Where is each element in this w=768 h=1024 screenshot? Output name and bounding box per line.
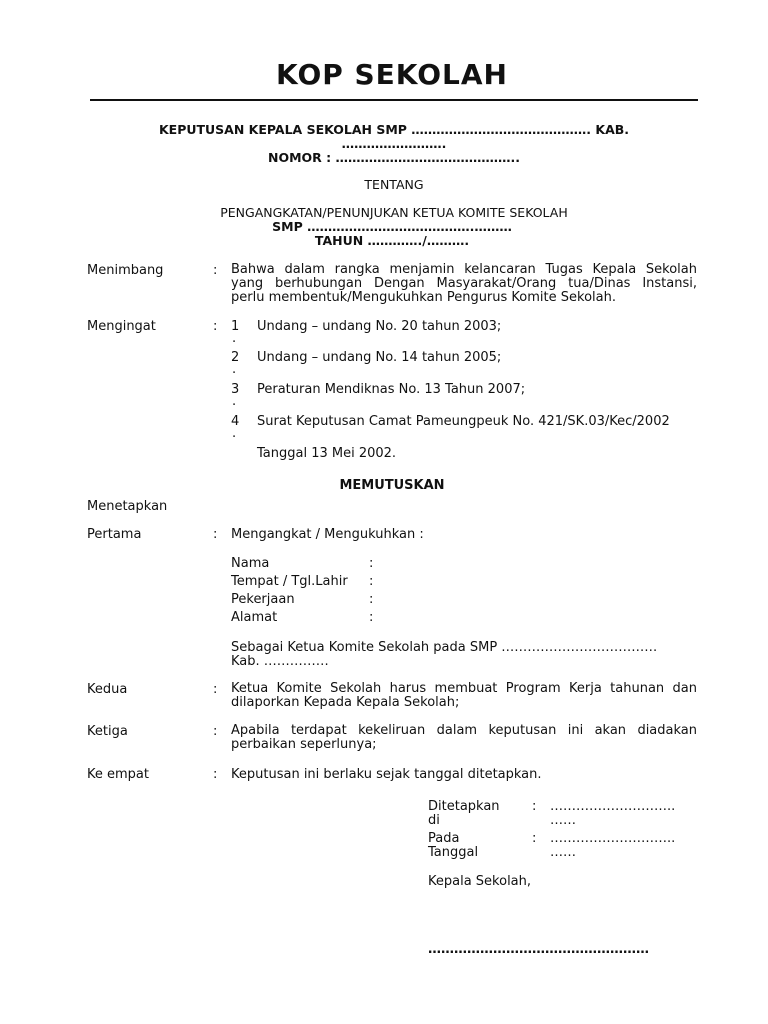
kedua-line: Ketua Komite Sekolah harus membuat Program Kerja tahunan dan [231, 681, 697, 696]
ketiga-line: Apabila terdapat kekeliruan dalam keputusan ini akan diadakan [231, 723, 697, 738]
keempat-label: Ke empat [87, 767, 149, 782]
ketiga-label: Ketiga [87, 724, 128, 739]
field-colon: : [369, 610, 374, 625]
field-colon: : [369, 556, 374, 571]
menimbang-line: yang berhubungan Dengan Masyarakat/Orang tua/Dinas Instansi, [231, 276, 697, 291]
signature-date-value: ……………………….. [550, 831, 676, 846]
field-colon: : [369, 592, 374, 607]
mengingat-item-number: 1 [231, 319, 240, 334]
signature-date-label: Pada [428, 831, 460, 846]
subject-line-1: PENGANGKATAN/PENUNJUKAN KETUA KOMITE SEKOLAH [220, 205, 568, 220]
about-heading: TENTANG [364, 177, 424, 192]
field-label-tempat-tgl-lahir: Tempat / Tgl.Lahir [231, 574, 348, 589]
signature-place-label-2: di [428, 813, 440, 828]
mengingat-item-dot: . [232, 394, 237, 409]
pertama-label: Pertama [87, 527, 142, 542]
pertama-text: Mengangkat / Mengukuhkan : [231, 527, 424, 542]
menimbang-line: perlu membentuk/Mengukuhkan Pengurus Komite Sekolah. [231, 290, 616, 305]
mengingat-item-number: 4 [231, 414, 240, 429]
letterhead-rule [90, 99, 698, 101]
subject-line-3: TAHUN …………./………. [314, 233, 470, 248]
kedua-colon: : [213, 682, 218, 697]
ketiga-text [231, 724, 697, 752]
signature-place-label: Ditetapkan [428, 799, 500, 814]
mengingat-item-dot: . [232, 331, 237, 346]
mengingat-item-number: 2 [231, 350, 240, 365]
signature-date-value-2: …… [550, 845, 576, 860]
ketiga-colon: : [213, 724, 218, 739]
mengingat-item-text: Undang – undang No. 14 tahun 2005; [257, 350, 502, 365]
signature-name-line: …………………………………………… [428, 942, 649, 957]
memutuskan-heading: MEMUTUSKAN [339, 478, 445, 493]
signature-date-label-2: Tanggal [428, 845, 479, 860]
field-label-alamat: Alamat [231, 610, 278, 625]
menimbang-text [231, 263, 697, 305]
number-line: NOMOR : …………………………………….. [268, 150, 520, 165]
menimbang-colon: : [213, 263, 218, 278]
mengingat-colon: : [213, 319, 218, 334]
mengingat-item-dot: . [232, 362, 237, 377]
signature-date-colon: : [532, 831, 537, 846]
keempat-text: Keputusan ini berlaku sejak tanggal ditetapkan. [231, 767, 542, 782]
menetapkan-label: Menetapkan [87, 499, 168, 514]
mengingat-item-text: Surat Keputusan Camat Pameungpeuk No. 421/SK.03/Kec/2002 [257, 414, 670, 429]
mengingat-item-text: Peraturan Mendiknas No. 13 Tahun 2007; [257, 382, 526, 397]
role-line-2: Kab. …………… [231, 654, 329, 669]
signature-place-value: ……………………….. [550, 799, 676, 814]
field-label-nama: Nama [231, 556, 270, 571]
mengingat-item-dot: . [232, 426, 237, 441]
signature-place-colon: : [532, 799, 537, 814]
decision-line-1: KEPUTUSAN KEPALA SEKOLAH SMP ……………………………………. KAB. [158, 122, 630, 137]
menimbang-label: Menimbang [87, 263, 164, 278]
field-colon: : [369, 574, 374, 589]
kedua-text [231, 682, 697, 710]
kedua-label: Kedua [87, 682, 128, 697]
role-line-1: Sebagai Ketua Komite Sekolah pada SMP ……………………………… [231, 640, 658, 655]
letterhead-title: KOP SEKOLAH [276, 58, 508, 91]
field-label-pekerjaan: Pekerjaan [231, 592, 295, 607]
pertama-colon: : [213, 527, 218, 542]
subject-line-2: SMP ………………………………….……… [272, 219, 512, 234]
decision-line-2: ……………………. [341, 136, 447, 151]
mengingat-continuation: Tanggal 13 Mei 2002. [257, 446, 397, 461]
kedua-line: dilaporkan Kepada Kepala Sekolah; [231, 695, 460, 710]
signature-position: Kepala Sekolah, [428, 874, 532, 889]
menimbang-line: Bahwa dalam rangka menjamin kelancaran Tugas Kepala Sekolah [231, 262, 697, 277]
mengingat-item-number: 3 [231, 382, 240, 397]
mengingat-label: Mengingat [87, 319, 156, 334]
mengingat-item-text: Undang – undang No. 20 tahun 2003; [257, 319, 502, 334]
ketiga-line: perbaikan seperlunya; [231, 737, 377, 752]
keempat-colon: : [213, 767, 218, 782]
signature-place-value-2: …… [550, 813, 576, 828]
